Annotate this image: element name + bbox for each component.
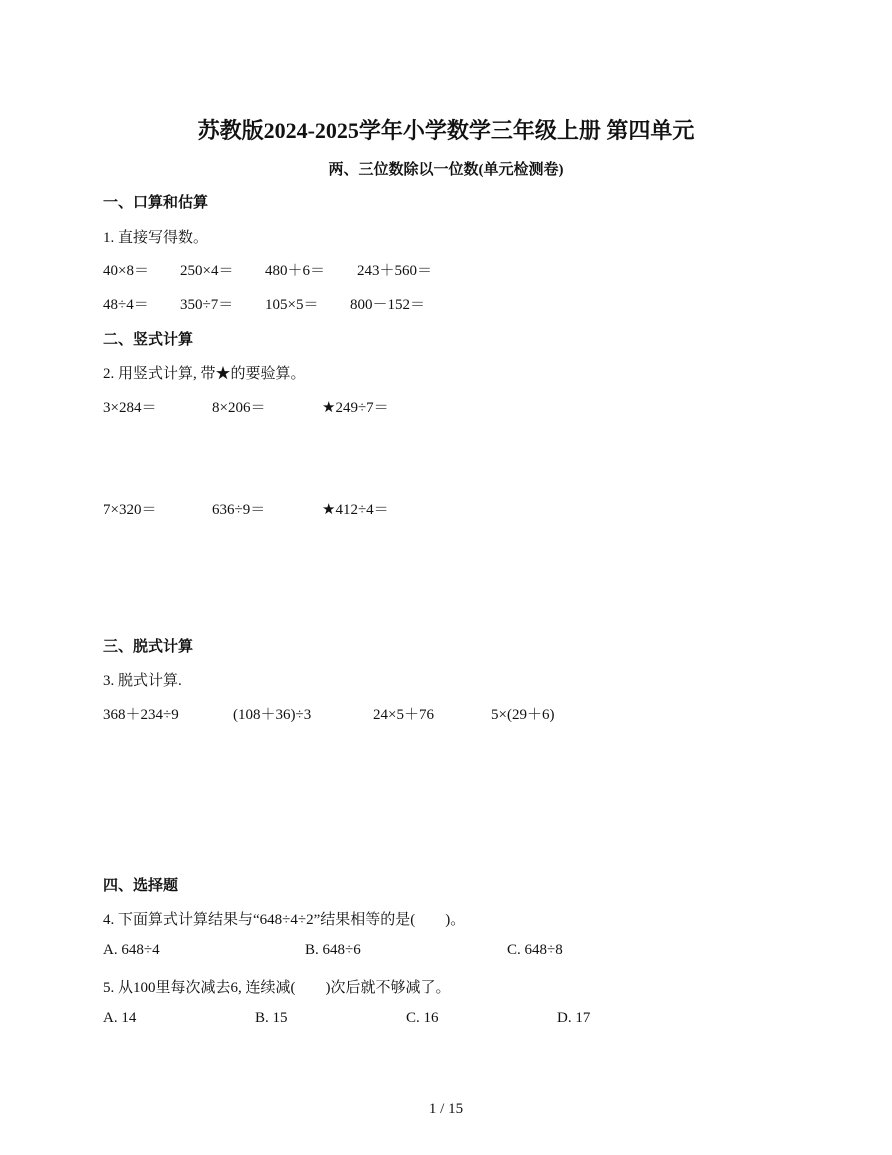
question-2-prompt: 2. 用竖式计算, 带★的要验算。: [103, 366, 306, 382]
document-subtitle: 两、三位数除以一位数(单元检测卷): [328, 162, 564, 178]
q3-expression: (108＋36)÷3: [233, 707, 312, 723]
q2-expression-check: ★249÷7＝: [322, 400, 389, 416]
q1-expression: 480＋6＝: [265, 263, 326, 279]
q5-option: A. 14: [103, 1010, 137, 1026]
q1-expression: 243＋560＝: [357, 263, 433, 279]
section-heading-mental-math: 一、口算和估算: [103, 195, 209, 211]
q1-expression: 105×5＝: [265, 297, 319, 313]
q5-option: C. 16: [406, 1010, 439, 1026]
q1-expression: 48÷4＝: [103, 297, 149, 313]
q2-expression: 636÷9＝: [212, 502, 266, 518]
q2-expression-check: ★412÷4＝: [322, 502, 389, 518]
question-1-prompt: 1. 直接写得数。: [103, 230, 209, 246]
q2-expression: 8×206＝: [212, 400, 266, 416]
q3-expression: 24×5＋76: [373, 707, 434, 723]
q1-expression: 350÷7＝: [180, 297, 234, 313]
q3-expression: 5×(29＋6): [491, 707, 555, 723]
document-title: 苏教版2024-2025学年小学数学三年级上册 第四单元: [197, 118, 695, 143]
question-5-prompt: 5. 从100里每次减去6, 连续减( )次后就不够减了。: [103, 980, 451, 996]
question-3-prompt: 3. 脱式计算.: [103, 673, 182, 689]
q2-expression: 7×320＝: [103, 502, 157, 518]
q4-option: C. 648÷8: [507, 942, 563, 958]
question-4-prompt: 4. 下面算式计算结果与“648÷4÷2”结果相等的是( )。: [103, 912, 466, 928]
q1-expression: 250×4＝: [180, 263, 234, 279]
q4-option: A. 648÷4: [103, 942, 160, 958]
q2-expression: 3×284＝: [103, 400, 157, 416]
q5-option: D. 17: [557, 1010, 591, 1026]
section-heading-vertical-calc: 二、竖式计算: [103, 332, 194, 348]
section-heading-multiple-choice: 四、选择题: [103, 878, 179, 894]
q3-expression: 368＋234÷9: [103, 707, 179, 723]
q5-option: B. 15: [255, 1010, 288, 1026]
section-heading-step-calc: 三、脱式计算: [103, 639, 194, 655]
q1-expression: 40×8＝: [103, 263, 149, 279]
page-number: 1 / 15: [428, 1101, 464, 1117]
q1-expression: 800－152＝: [350, 297, 426, 313]
q4-option: B. 648÷6: [305, 942, 361, 958]
